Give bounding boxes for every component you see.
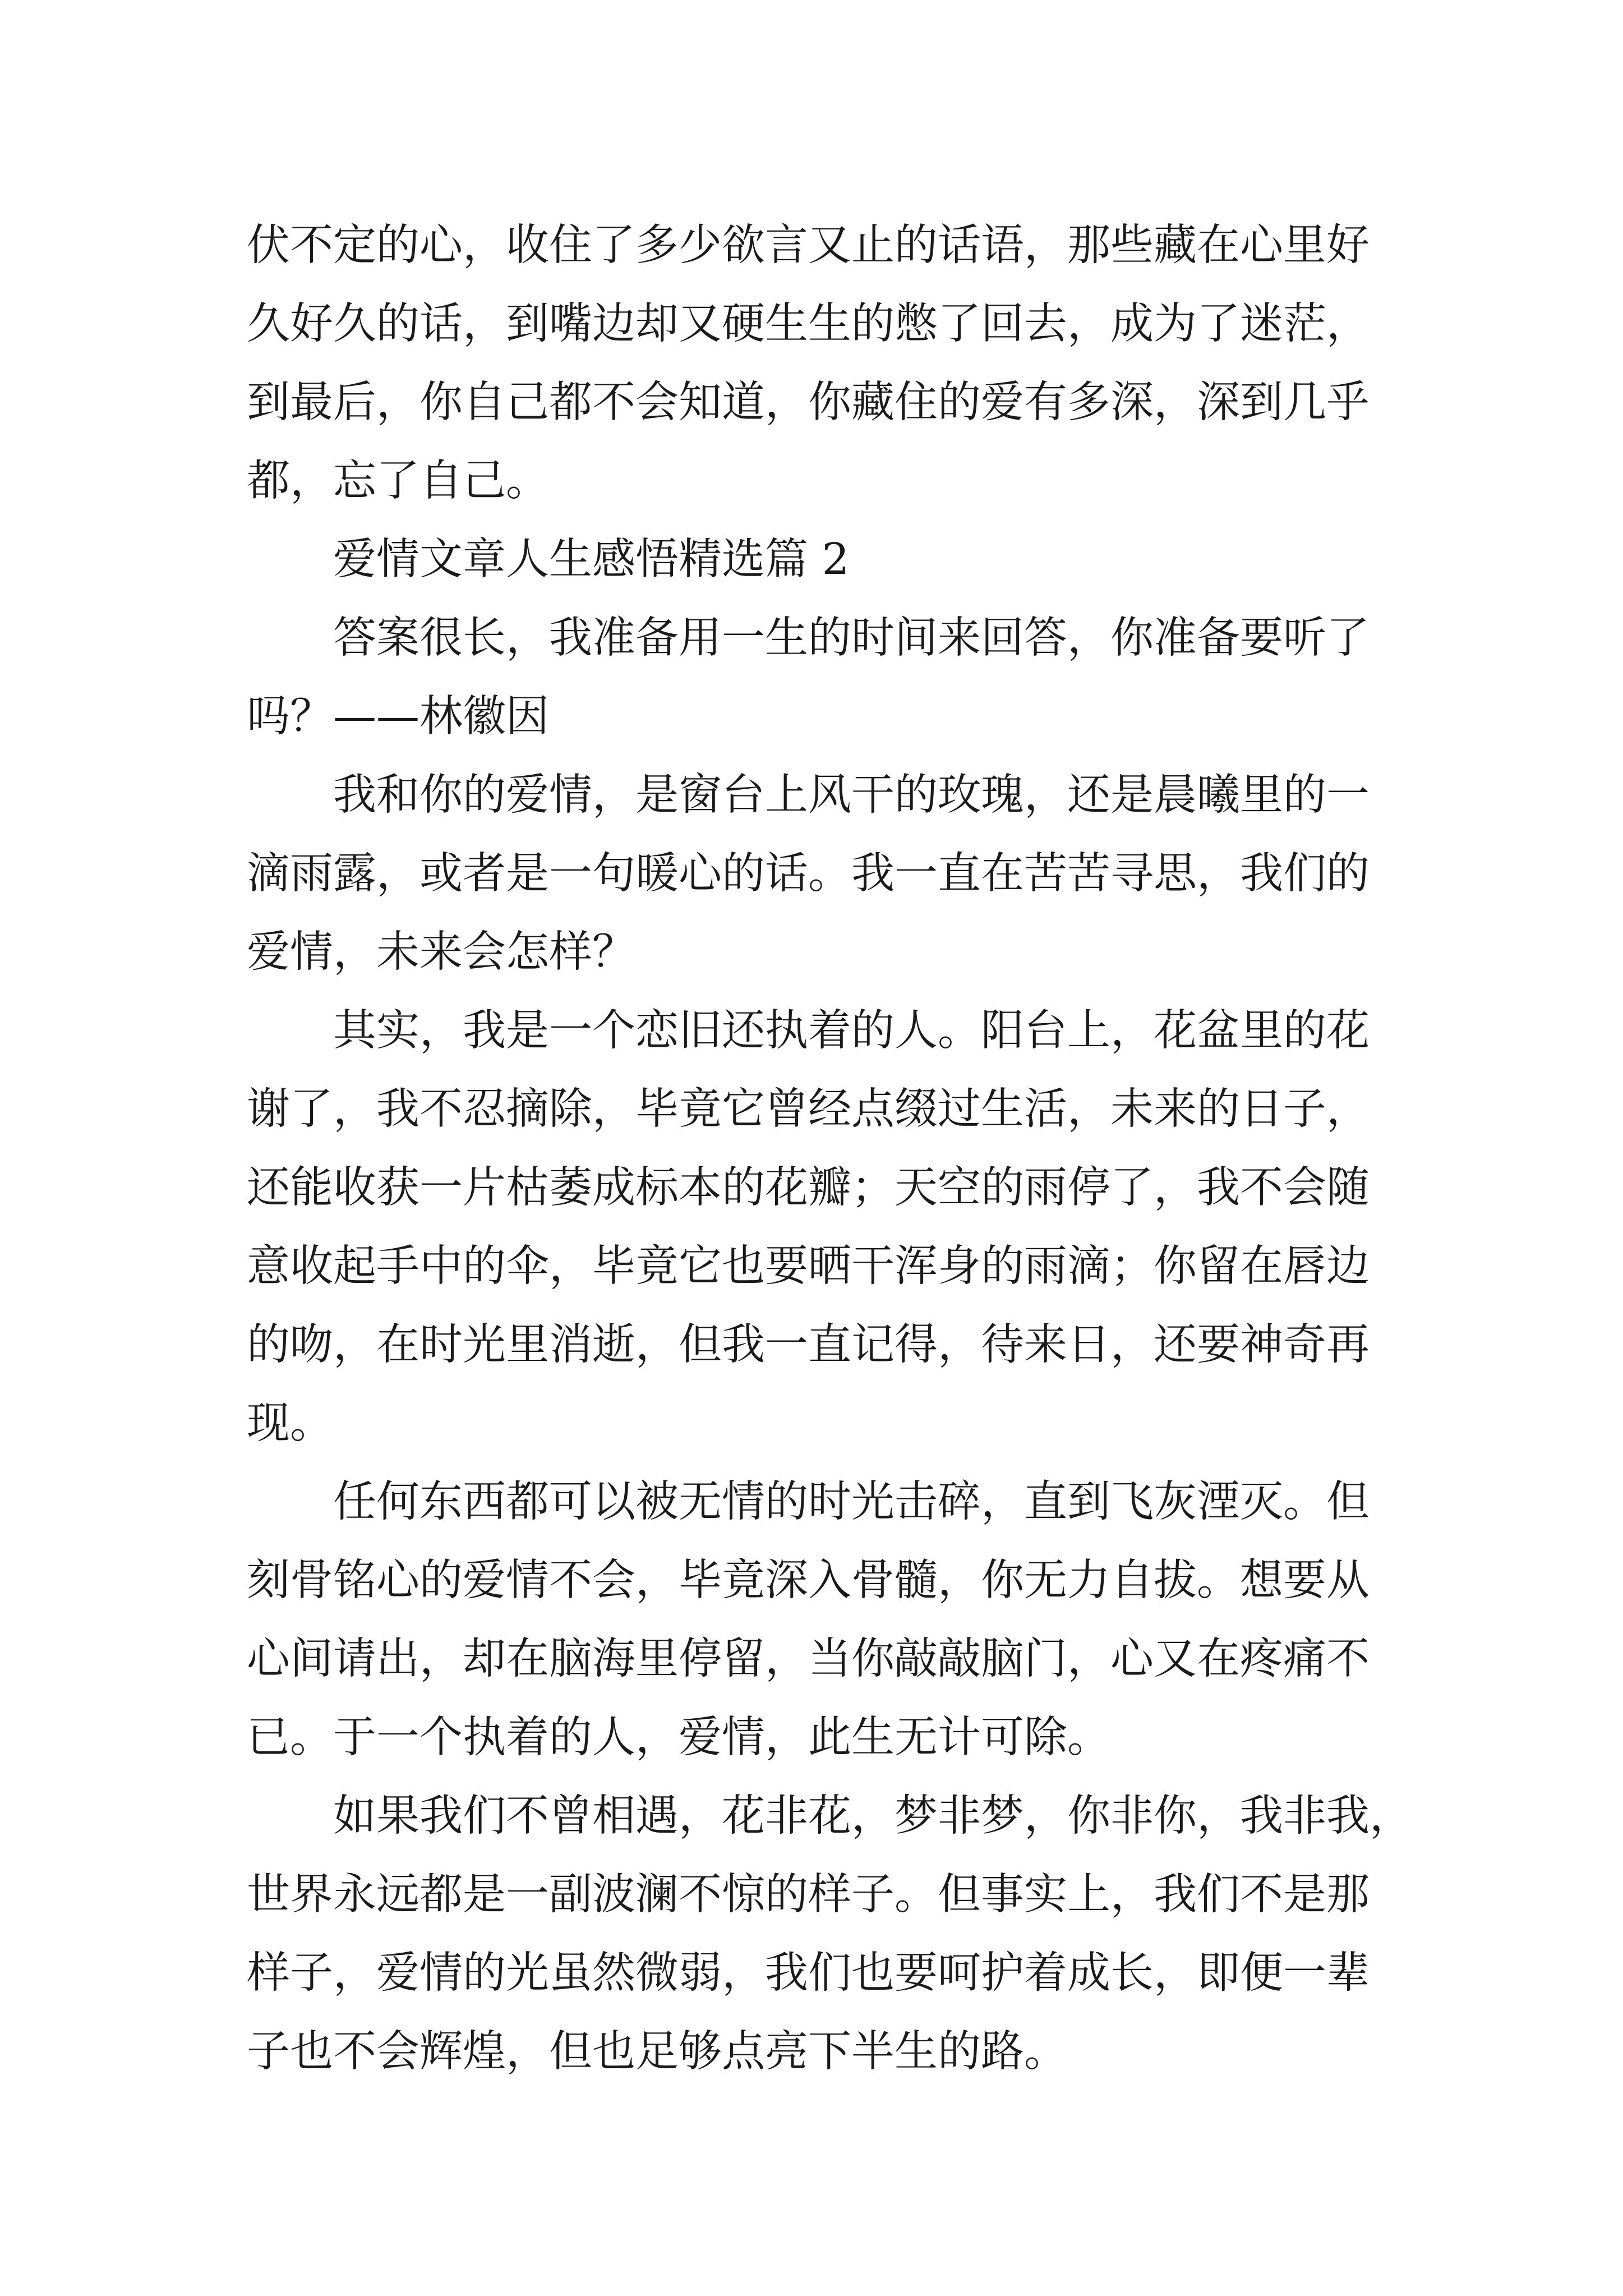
- text-line: 都，忘了自己。: [247, 456, 549, 506]
- text-line: 谢了，我不忍摘除，毕竟它曾经点缀过生活，未来的日子，: [247, 1084, 1370, 1134]
- text-line: 心间请出，却在脑海里停留，当你敲敲脑门，心又在疼痛不: [247, 1634, 1370, 1684]
- text-line: 伏不定的心，收住了多少欲言又止的话语，那些藏在心里好: [247, 220, 1370, 270]
- text-line: 的吻，在时光里消逝，但我一直记得，待来日，还要神奇再: [247, 1320, 1370, 1370]
- text-line: 子也不会辉煌，但也足够点亮下半生的路。: [247, 2027, 1067, 2077]
- text-line: 现。: [247, 1398, 333, 1448]
- text-line: 其实，我是一个恋旧还执着的人。阳台上，花盆里的花: [333, 1006, 1370, 1056]
- text-line: 滴雨露，或者是一句暖心的话。我一直在苦苦寻思，我们的: [247, 849, 1370, 899]
- document-body: [247, 206, 1413, 2091]
- text-line: 如果我们不曾相遇，花非花，梦非梦，你非你，我非我，: [333, 1791, 1413, 1841]
- text-line: 到最后，你自己都不会知道，你藏住的爱有多深，深到几乎: [247, 378, 1370, 427]
- text-line: 已。于一个执着的人，爱情，此生无计可除。: [247, 1713, 1110, 1763]
- text-line: 刻骨铭心的爱情不会，毕竟深入骨髓，你无力自拔。想要从: [247, 1556, 1370, 1605]
- text-line: 答案很长，我准备用一生的时间来回答，你准备要听了: [333, 613, 1370, 663]
- text-line: 世界永远都是一副波澜不惊的样子。但事实上，我们不是那: [247, 1870, 1370, 1920]
- text-line: 爱情，未来会怎样？: [247, 927, 635, 977]
- text-line: 我和你的爱情，是窗台上风干的玫瑰，还是晨曦里的一: [333, 770, 1370, 820]
- text-line: 还能收获一片枯萎成标本的花瓣；天空的雨停了，我不会随: [247, 1163, 1370, 1213]
- section-heading: 爱情文章人生感悟精选篇 2: [333, 535, 850, 585]
- text-line: 意收起手中的伞，毕竟它也要晒干浑身的雨滴；你留在唇边: [247, 1241, 1370, 1291]
- text-line: 吗？——林徽因: [247, 692, 549, 742]
- text-line: 样子，爱情的光虽然微弱，我们也要呵护着成长，即便一辈: [247, 1948, 1370, 1998]
- text-line: 任何东西都可以被无情的时光击碎，直到飞灰湮灭。但: [333, 1477, 1370, 1527]
- text-line: 久好久的话，到嘴边却又硬生生的憋了回去，成为了迷茫，: [247, 299, 1370, 349]
